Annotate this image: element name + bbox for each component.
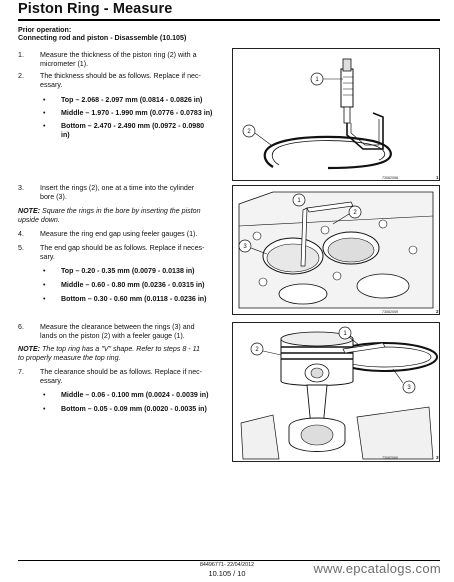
figure-2-number: 2 [436,309,439,314]
figure-1-id: 73082058 [382,176,398,180]
figure-3-clearance [232,322,440,462]
step-2-item-bottom: Bottom – 2.470 - 2.490 mm (0.0972 - 0.0980 [61,122,205,130]
step-3-number: 3. [18,184,24,192]
step-4-number: 4. [18,230,24,238]
step-5-number: 5. [18,244,24,252]
footer-doc-id: 84496771- 22/04/2012 [199,562,255,568]
step-7-line1: The clearance should be as follows. Replace if nec- [40,368,203,376]
step-3-line1: Insert the rings (2), one at a time into the cylinder [40,184,195,192]
figure-2-callout-3: 3 [243,244,247,250]
figure-2-end-gap [232,185,440,315]
bullet: • [43,109,46,117]
step-2-line1: The thickness should be as follows. Replace if nec- [40,72,201,80]
step-3-line2: bore (3). [40,193,67,201]
step-2-item-bottom-cont: in) [61,131,70,139]
step-2-line2: essary. [40,81,63,89]
bullet: • [43,96,46,104]
figure-3-id: 73082060 [382,456,398,460]
bullet: • [43,391,46,399]
note-1-line1 [18,207,201,216]
bullet: • [43,281,46,289]
page-title: Piston Ring - Measure [18,1,173,17]
step-2-number: 2. [18,72,24,80]
step-5-item-bottom: Bottom – 0.30 - 0.60 mm (0.0118 - 0.0236 in) [61,295,207,303]
step-5-line2: sary. [40,253,55,261]
step-1-line2: micrometer (1). [40,60,89,68]
footer-page-number: 10.105 / 10 [208,569,246,578]
figure-2-id: 73082059 [382,310,398,314]
bullet: • [43,122,46,130]
title-divider [18,19,440,21]
figure-3-callout-1: 1 [343,331,347,337]
figure-1-illustration [233,49,439,180]
step-7-line2: essary. [40,377,63,385]
note-2-text: The top ring has a "V" shape. Refer to steps 8 - 11 [40,345,200,353]
bullet: • [43,267,46,275]
step-5-line1: The end gap should be as follows. Replace if neces- [40,244,205,252]
prior-operation-link[interactable]: Connecting rod and piston - Disassemble (10.105) [18,34,187,42]
step-6-line1: Measure the clearance between the rings (3) and [40,323,195,331]
figure-1-number: 1 [436,175,439,180]
note-1-text: Square the rings in the bore by inserting the piston [40,207,201,215]
bullet: • [43,405,46,413]
figure-2-callout-2: 2 [353,210,357,216]
note-1-label: NOTE: [18,207,41,215]
note-2-label: NOTE: [18,345,41,353]
step-6-line2: lands on the piston (2) with a feeler gauge (1). [40,332,185,340]
step-1-line1: Measure the thickness of the piston ring (2) with a [40,51,197,59]
figure-3-number: 3 [436,455,439,460]
step-6-number: 6. [18,323,24,331]
figure-1-micrometer [232,48,440,181]
note-2-line2: to properly measure the top ring. [18,354,121,362]
figure-1-callout-2: 2 [247,129,251,135]
step-2-item-top: Top – 2.068 - 2.097 mm (0.0814 - 0.0826 in) [61,96,203,104]
figure-2-illustration [233,186,439,314]
figure-3-callout-2: 2 [255,347,259,353]
step-5-item-top: Top – 0.20 - 0.35 mm (0.0079 - 0.0138 in) [61,267,195,275]
figure-3-callout-3: 3 [407,385,411,391]
prior-operation-label: Prior operation: [18,26,72,34]
note-2-line1 [18,345,200,354]
figure-3-illustration [233,323,439,461]
step-2-item-middle: Middle – 1.970 - 1.990 mm (0.0776 - 0.0783 in) [61,109,213,117]
note-1-line2: upside down. [18,216,60,224]
figure-2-callout-1: 1 [297,198,301,204]
step-4-line1: Measure the ring end gap using feeler gauges (1). [40,230,198,238]
watermark: www.epcatalogs.com [313,561,441,576]
step-7-item-bottom: Bottom – 0.05 - 0.09 mm (0.0020 - 0.0035 in) [61,405,207,413]
step-7-item-middle: Middle – 0.06 - 0.100 mm (0.0024 - 0.0039 in) [61,391,209,399]
figure-1-callout-1: 1 [315,77,319,83]
step-5-item-middle: Middle – 0.60 - 0.80 mm (0.0236 - 0.0315 in) [61,281,205,289]
step-7-number: 7. [18,368,24,376]
bullet: • [43,295,46,303]
step-1-number: 1. [18,51,24,59]
